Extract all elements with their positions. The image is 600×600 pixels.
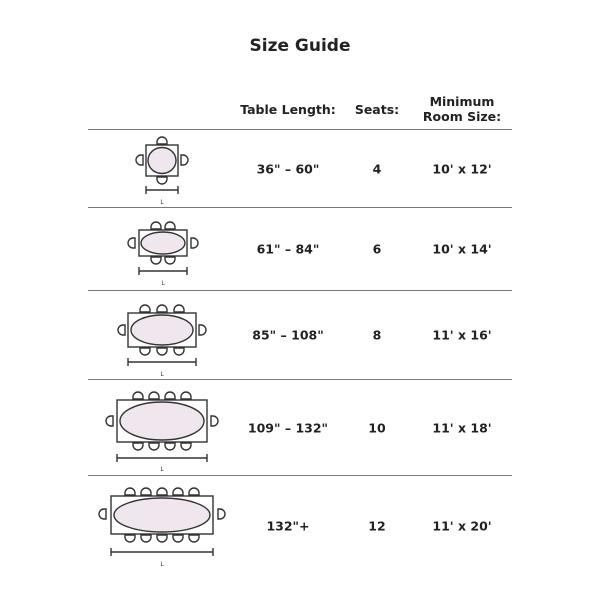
room-size-value: 10' x 12'	[432, 161, 492, 176]
square-table-illustration	[88, 130, 238, 207]
room-size-value: 11' x 18'	[432, 420, 492, 435]
room-size-value: 11' x 16'	[432, 327, 492, 343]
table-row	[88, 291, 512, 379]
seats-value: 10	[368, 420, 386, 435]
table-length-value: 85" – 108"	[252, 327, 324, 343]
length-marker-label: L	[160, 371, 164, 378]
header-room-line2: Room Size:	[422, 109, 502, 124]
table-diagram-oval-medium	[88, 291, 238, 379]
header-seats: Seats:	[354, 102, 400, 117]
seats-value: 4	[372, 161, 382, 176]
page-title: Size Guide	[249, 36, 351, 56]
room-size-value: 11' x 20'	[432, 518, 492, 534]
length-marker-label: L	[161, 280, 165, 287]
table-length-value: 36" – 60"	[256, 161, 320, 176]
oval-small-table-illustration	[88, 208, 238, 290]
table-row	[88, 380, 512, 475]
room-size-value: 10' x 14'	[432, 241, 492, 257]
seats-value: 8	[372, 327, 382, 343]
oval-large-table-illustration	[88, 380, 238, 475]
oval-xlarge-table-illustration	[88, 476, 238, 576]
length-marker-label: L	[160, 466, 164, 473]
table-row	[88, 130, 512, 207]
header-table-length: Table Length:	[240, 102, 336, 117]
table-length-value: 109" – 132"	[247, 420, 329, 435]
table-diagram-oval-xlarge	[88, 476, 238, 576]
table-diagram-square	[88, 130, 238, 207]
seats-value: 12	[368, 518, 386, 534]
table-length-value: 132"+	[266, 518, 310, 534]
table-row	[88, 208, 512, 290]
length-marker-label: L	[160, 199, 164, 206]
header-room-size	[420, 94, 504, 124]
oval-medium-table-illustration	[88, 291, 238, 379]
seats-value: 6	[372, 241, 382, 257]
table-row	[88, 476, 512, 576]
table-length-value: 61" – 84"	[256, 241, 320, 257]
header-room-line1: Minimum	[429, 94, 495, 109]
table-diagram-oval-small	[88, 208, 238, 290]
table-diagram-oval-large	[88, 380, 238, 475]
length-marker-label: L	[160, 561, 164, 568]
